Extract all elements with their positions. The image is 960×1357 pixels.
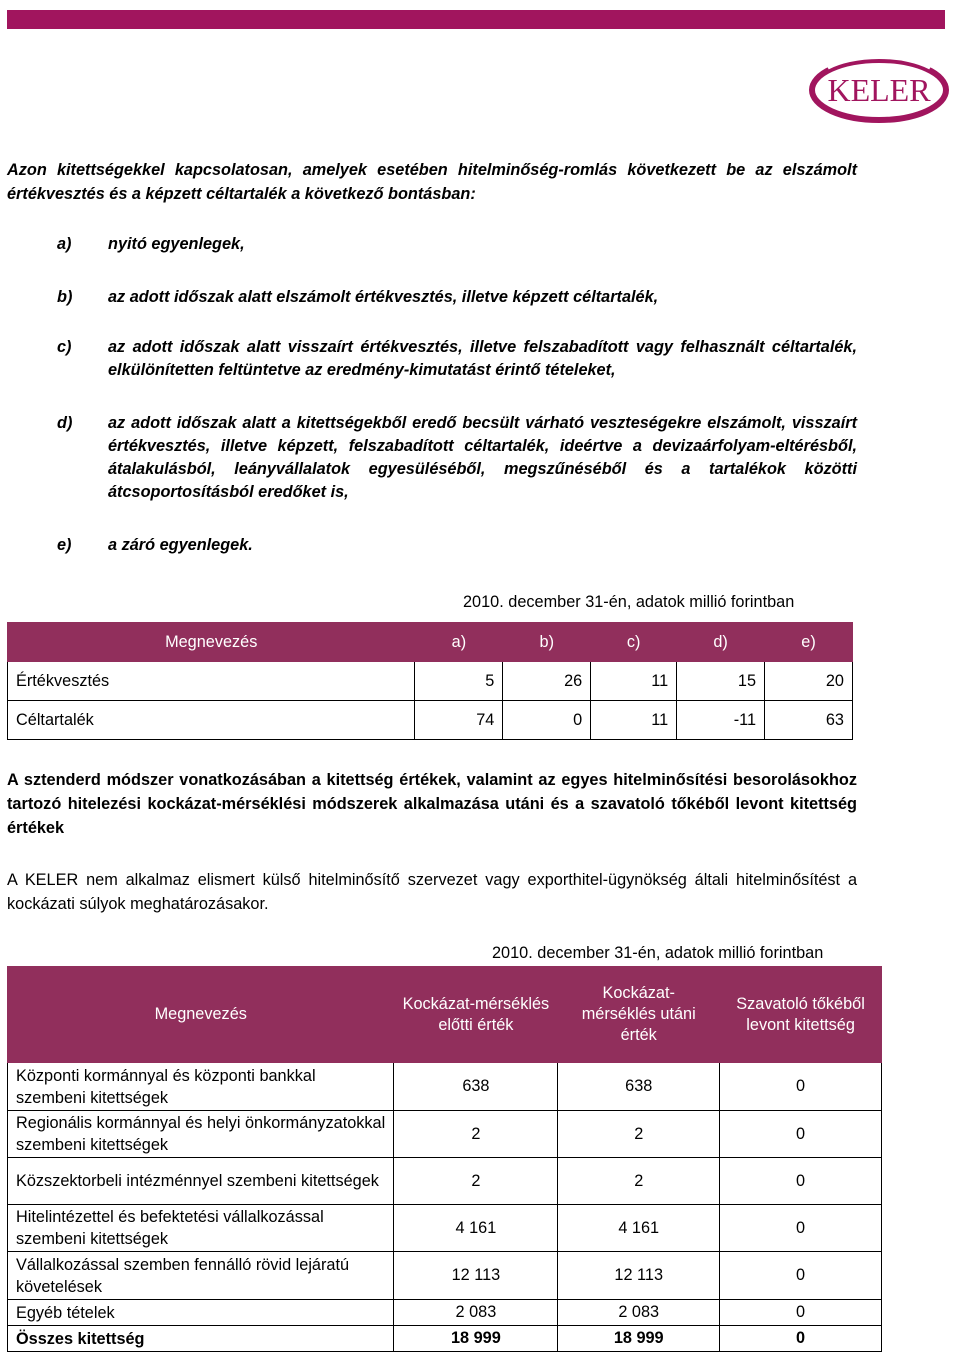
column-header: Szavatoló tőkéből levont kitettség [720,967,882,1063]
cell-value: 12 113 [394,1252,558,1300]
table-row [8,1111,882,1158]
table-row [8,1158,882,1205]
cell-value: 2 [558,1158,720,1205]
list-marker: c) [57,338,72,356]
column-header: Kockázat-mérséklés előtti érték [394,967,558,1063]
top-brand-bar [7,10,945,29]
table-row [8,1300,882,1326]
cell-value: 2 083 [558,1300,720,1326]
cell-value: 0 [720,1252,882,1300]
list-text: a záró egyenlegek. [108,536,253,554]
cell-value: 0 [720,1326,882,1352]
table2-caption: 2010. december 31-én, adatok millió forintban [492,944,824,962]
table-total-row [8,1326,882,1352]
column-header: c) [591,623,677,662]
cell-value: 4 161 [558,1205,720,1252]
list-text: az adott időszak alatt visszaírt értékvesztés, illetve felszabadított vagy felhasznált céltartalék, elkülönítetten feltüntetve az eredmény-kimutatást érintő tételeket, [108,338,857,379]
cell-value: 2 083 [394,1300,558,1326]
cell-value: 18 999 [558,1326,720,1352]
cell-value: 638 [394,1063,558,1111]
column-header: Megnevezés [8,623,415,662]
exposure-table [7,966,882,1352]
cell-value: 0 [720,1158,882,1205]
list-text: az adott időszak alatt a kitettségekből eredő becsült várható veszteségekre elszámolt, visszaírt értékvesztés, illetve képzett, felszabadított céltartalék, ideértve a devizaárfolyam-eltérésből, átalakulásból, leányvállalatok egyesüléséből, megszűnéséből és a tartalékok közötti átcsoportosításból eredőket is, [108,414,857,501]
table-row [8,1063,882,1111]
cell-value: 0 [720,1063,882,1111]
cell-value: 0 [720,1205,882,1252]
list-marker: e) [57,536,72,554]
cell-value: 5 [415,662,503,701]
cell-value: 12 113 [558,1252,720,1300]
cell-value: 15 [677,662,765,701]
section-heading-paragraph: A sztenderd módszer vonatkozásában a kitettség értékek, valamint az egyes hitelminősítési besorolásokhoz tartozó hitelezési kockázat-mérséklési módszerek alkalmazása utáni és a szavatoló tőkéből levont kitettség értékek [7,771,857,837]
row-label: Összes kitettség [8,1326,394,1352]
row-label: Egyéb tételek [8,1300,394,1326]
list-text: nyitó egyenlegek, [108,235,245,253]
list-marker: a) [57,235,72,253]
cell-value: 26 [503,662,591,701]
cell-value: 20 [765,662,853,701]
table-row [8,701,853,740]
impairment-table [7,622,853,740]
column-header: a) [415,623,503,662]
logo-text: KELER [827,72,931,108]
cell-value: 2 [558,1111,720,1158]
cell-value: 0 [720,1300,882,1326]
cell-value: 638 [558,1063,720,1111]
cell-value: 2 [394,1111,558,1158]
cell-value: 0 [720,1111,882,1158]
table-row [8,1205,882,1252]
cell-value: 11 [591,662,677,701]
row-label: Céltartalék [8,701,415,740]
keler-logo [808,56,950,124]
cell-value: 74 [415,701,503,740]
row-label: Központi kormánnyal és központi bankkal szembeni kitettségek [8,1063,394,1111]
table-row [8,662,853,701]
cell-value: 2 [394,1158,558,1205]
column-header: b) [503,623,591,662]
cell-value: 11 [591,701,677,740]
row-label: Értékvesztés [8,662,415,701]
cell-value: -11 [677,701,765,740]
row-label: Közszektorbeli intézménnyel szembeni kitettségek [8,1158,394,1205]
table-header-row [8,623,853,662]
column-header: Megnevezés [8,967,394,1063]
intro-paragraph: Azon kitettségekkel kapcsolatosan, amelyek esetében hitelminőség-romlás következett be az elszámolt értékvesztés és a képzett céltartalék a következő bontásban: [7,161,857,203]
cell-value: 63 [765,701,853,740]
column-header: Kockázat-mérséklés utáni érték [558,967,720,1063]
list-marker: b) [57,288,73,306]
table-row [8,1252,882,1300]
cell-value: 4 161 [394,1205,558,1252]
column-header: e) [765,623,853,662]
body-paragraph: A KELER nem alkalmaz elismert külső hitelminősítő szervezet vagy exporthitel-ügynökség általi hitelminősítést a kockázati súlyok meghatározásakor. [7,871,857,913]
cell-value: 0 [503,701,591,740]
list-marker: d) [57,414,73,432]
list-text: az adott időszak alatt elszámolt értékvesztés, illetve képzett céltartalék, [108,288,659,306]
table-header-row [8,967,882,1063]
column-header: d) [677,623,765,662]
table1-caption: 2010. december 31-én, adatok millió forintban [463,593,795,611]
row-label: Hitelintézettel és befektetési vállalkozással szembeni kitettségek [8,1205,394,1252]
row-label: Regionális kormánnyal és helyi önkormányzatokkal szembeni kitettségek [8,1111,394,1158]
cell-value: 18 999 [394,1326,558,1352]
row-label: Vállalkozással szemben fennálló rövid lejáratú követelések [8,1252,394,1300]
